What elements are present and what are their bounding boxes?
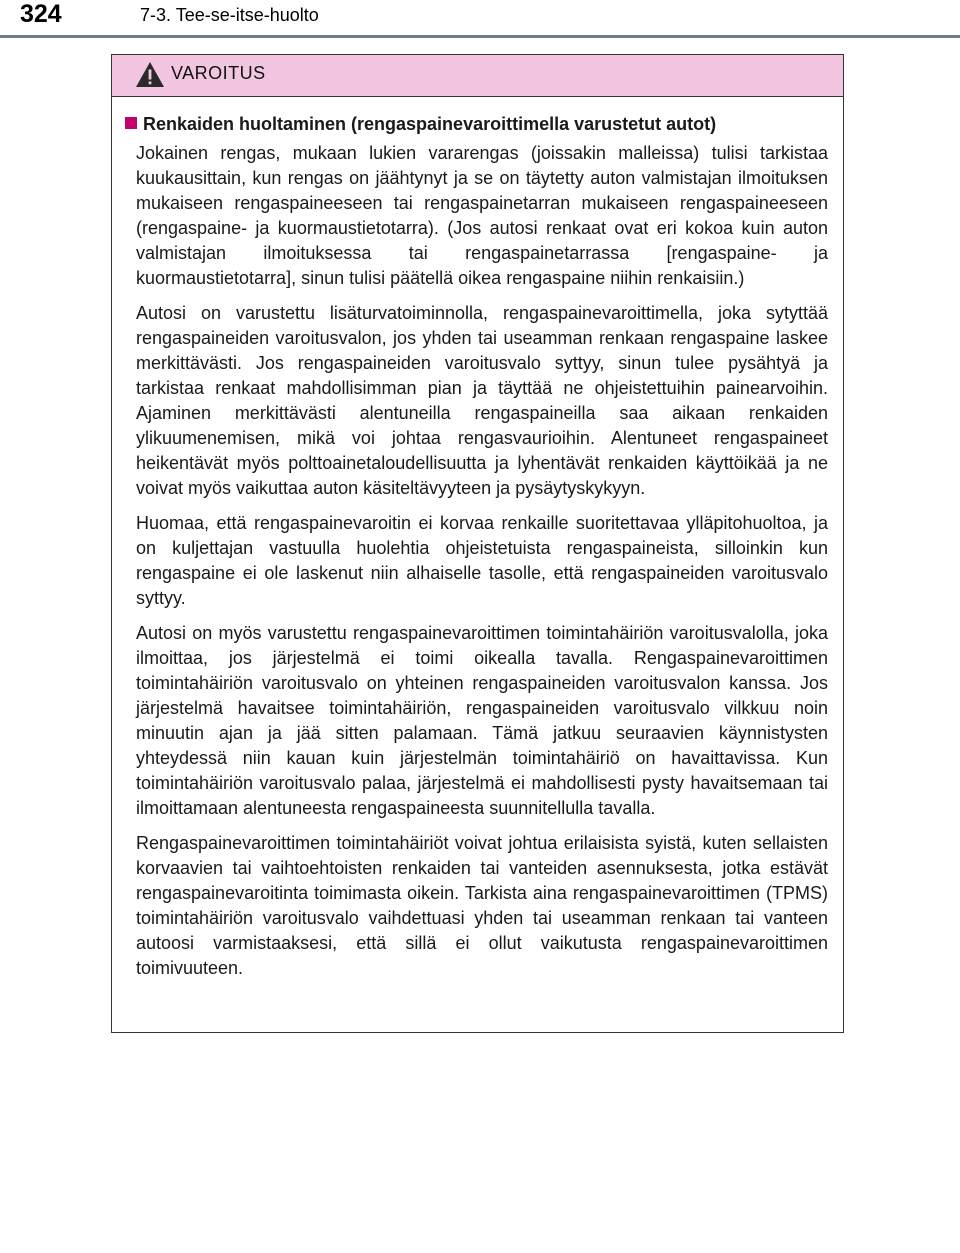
paragraph: Rengaspainevaroittimen toimintahäiriöt voivat johtua erilaisista syistä, kuten sellaisten korvaavien tai vaihtoehtoisten renkaiden tai vanteiden asennuksesta, jotka estävät rengaspainevaroitinta toimimasta oikein. Tarkista aina rengaspainevaroittimen (TPMS) toimintahäiriön varoitusvalo vaihdettuasi yhden tai useamman renkaan tai vanteen autoosi varmistaaksesi, että sillä ei ollut vaikutusta rengaspainevaroittimen toimivuuteen. bbox=[136, 833, 828, 978]
item-heading-text: Renkaiden huoltaminen (rengaspainevaroittimella varustetut autot) bbox=[143, 114, 717, 134]
warning-triangle-icon bbox=[135, 61, 165, 88]
warning-box bbox=[111, 54, 844, 1033]
paragraph: Jokainen rengas, mukaan lukien vararengas (joissakin malleissa) tulisi tarkistaa kuukausittain, kun rengas on jäähtynyt ja se on täytetty auton valmistajan ilmoituksen mukaiseen rengaspaineeseen tai rengaspainetarran mukaiseen rengaspaineeseen (rengaspaine- ja kuormaustietotarra). (Jos autosi renkaat ovat eri kokoa kuin auton valmistajan ilmoituksessa tai rengaspainetarrassa [rengaspaine- ja kuormaustietotarra], sinun tulisi päätellä oikea rengaspaine niihin renkaisiin.) bbox=[136, 143, 828, 288]
paragraph: Huomaa, että rengaspainevaroitin ei korvaa renkaille suoritettavaa ylläpitohuoltoa, ja on kuljettajan vastuulla huolehtia ohjeistetuista rengaspaineista, silloinkin kun rengaspaine ei ole laskenut niin alhaiselle tasolle, että rengaspaineiden varoitusvalo syttyy. bbox=[136, 513, 828, 608]
page-header bbox=[0, 0, 960, 40]
square-bullet-icon bbox=[125, 117, 137, 129]
warning-header bbox=[112, 55, 843, 97]
item-heading bbox=[125, 111, 828, 137]
paragraph: Autosi on myös varustettu rengaspainevaroittimen toimintahäiriön varoitusvalolla, joka ilmoittaa, jos järjestelmä ei toimi oikealla tavalla. Rengaspainevaroittimen toimintahäiriön varoitusvalo on yhteinen rengaspaineiden varoitusvalon kanssa. Jos järjestelmä havaitsee toimintahäiriön, rengaspaineiden varoitusvalo vilkkuu noin minuutin ajan ja jää sitten palamaan. Tämä jatkuu seuraavien käynnistysten yhteydessä niin kauan kuin järjestelmän toimintahäiriö on havaittavissa. Kun toimintahäiriön varoitusvalo palaa, järjestelmä ei mahdollisesti pysty havaitsemaan tai ilmoittamaan alentuneesta rengaspaineesta suunnitellulla tavalla. bbox=[136, 623, 828, 818]
warning-title: VAROITUS bbox=[171, 63, 266, 83]
page-number: 324 bbox=[20, 0, 62, 28]
warning-body bbox=[112, 97, 843, 981]
paragraph: Autosi on varustettu lisäturvatoiminnolla, rengaspainevaroittimella, joka sytyttää rengaspaineiden varoitusvalon, jos yhden tai useamman renkaan rengaspaine laskee merkittävästi. Jos rengaspaineiden varoitusvalo syttyy, sinun tulee pysähtyä ja tarkistaa renkaat mahdollisimman pian ja täyttää ne ohjeistettuihin painearvoihin. Ajaminen merkittävästi alentuneilla rengaspaineilla saa aikaan renkaiden ylikuumenemisen, mikä voi johtaa rengasvaurioihin. Alentuneet rengaspaineet heikentävät myös polttoainetaloudellisuutta ja lyhentävät renkaiden käyttöikää ja ne voivat myös vaikuttaa auton käsiteltävyyteen ja pysäytyskykyyn. bbox=[136, 303, 828, 498]
section-title: 7-3. Tee-se-itse-huolto bbox=[140, 5, 319, 25]
header-divider bbox=[0, 35, 960, 38]
